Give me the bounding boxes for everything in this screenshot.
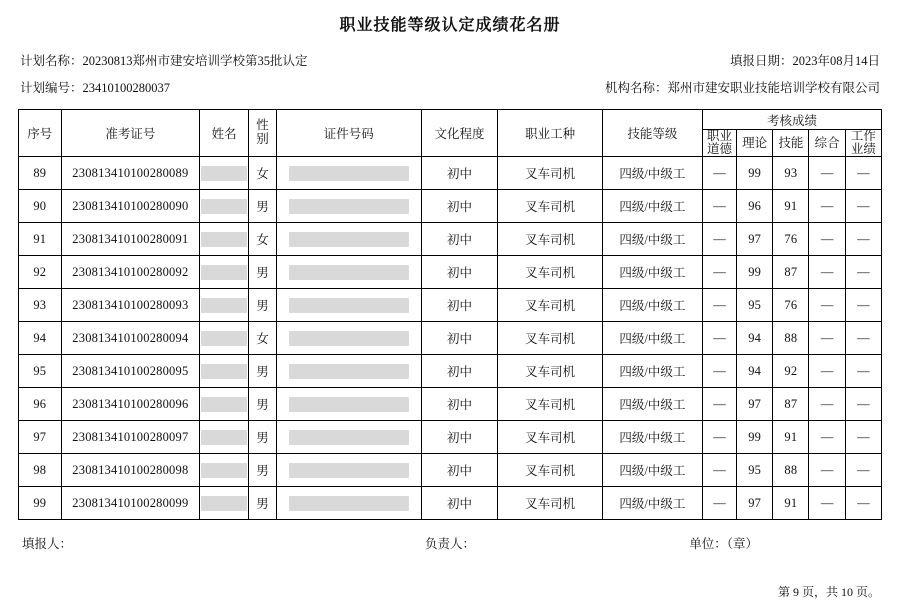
th-scores-group: 考核成绩	[702, 110, 881, 130]
cell-score-performance: —	[845, 421, 881, 454]
th-score-performance: 工作 业绩	[845, 130, 881, 157]
meta-row-second	[18, 78, 882, 96]
cell-skill-level: 四级/中级工	[602, 454, 702, 487]
cell-score-ethics: —	[702, 388, 736, 421]
cell-name-redacted	[200, 157, 249, 190]
cell-score-ethics: —	[702, 256, 736, 289]
reporter-label: 填报人：	[22, 537, 73, 552]
meta-row-first	[18, 51, 882, 69]
redacted-name	[201, 199, 247, 214]
cell-exam-no: 230813410100280099	[61, 487, 200, 520]
report-date-label: 填报日期：	[729, 54, 793, 68]
cell-score-theory: 99	[737, 421, 773, 454]
cell-skill-level: 四级/中级工	[602, 256, 702, 289]
cell-score-skill: 87	[773, 256, 809, 289]
table-header	[19, 110, 882, 157]
cell-score-theory: 95	[737, 454, 773, 487]
cell-exam-no: 230813410100280096	[61, 388, 200, 421]
report-date-value: 2023年08月14日	[792, 54, 880, 68]
plan-code-value: 23410100280037	[82, 81, 171, 95]
cell-name-redacted	[200, 421, 249, 454]
redacted-name	[201, 430, 247, 445]
cell-gender: 男	[249, 355, 277, 388]
cell-id-redacted	[276, 322, 421, 355]
table-row	[19, 388, 882, 421]
cell-occupation: 叉车司机	[498, 355, 602, 388]
cell-score-theory: 97	[737, 388, 773, 421]
signature-row	[18, 534, 882, 552]
cell-gender: 女	[249, 223, 277, 256]
supervisor-label: 负责人：	[424, 537, 475, 552]
cell-seq: 98	[19, 454, 62, 487]
cell-score-comprehensive: —	[809, 454, 845, 487]
cell-score-comprehensive: —	[809, 190, 845, 223]
cell-gender: 男	[249, 256, 277, 289]
table-row	[19, 223, 882, 256]
plan-code-field	[20, 78, 170, 96]
cell-score-comprehensive: —	[809, 355, 845, 388]
cell-education: 初中	[421, 256, 498, 289]
org-name-field	[605, 78, 880, 96]
cell-skill-level: 四级/中级工	[602, 157, 702, 190]
org-name-label: 机构名称：	[604, 81, 668, 95]
cell-exam-no: 230813410100280095	[61, 355, 200, 388]
table-row	[19, 487, 882, 520]
redacted-id-number	[289, 199, 409, 214]
page-title: 职业技能等级认定成绩花名册	[339, 17, 561, 34]
redacted-id-number	[289, 166, 409, 181]
th-gender: 性 别	[249, 110, 277, 157]
cell-score-performance: —	[845, 289, 881, 322]
cell-score-skill: 91	[773, 190, 809, 223]
redacted-name	[201, 331, 247, 346]
cell-occupation: 叉车司机	[498, 157, 602, 190]
th-id-no: 证件号码	[276, 110, 421, 157]
cell-score-ethics: —	[702, 355, 736, 388]
cell-exam-no: 230813410100280094	[61, 322, 200, 355]
cell-score-skill: 91	[773, 487, 809, 520]
cell-id-redacted	[276, 421, 421, 454]
th-exam-no: 准考证号	[61, 110, 200, 157]
cell-exam-no: 230813410100280098	[61, 454, 200, 487]
cell-name-redacted	[200, 388, 249, 421]
th-score-theory: 理论	[737, 130, 773, 157]
table-row	[19, 355, 882, 388]
cell-score-performance: —	[845, 190, 881, 223]
cell-occupation: 叉车司机	[498, 190, 602, 223]
cell-score-ethics: —	[702, 322, 736, 355]
cell-score-theory: 99	[737, 157, 773, 190]
redacted-id-number	[289, 430, 409, 445]
cell-gender: 男	[249, 487, 277, 520]
table-row	[19, 190, 882, 223]
plan-name-label: 计划名称：	[20, 54, 83, 68]
unit-seal-label: 单位：（章）	[689, 537, 758, 552]
cell-occupation: 叉车司机	[498, 322, 602, 355]
cell-name-redacted	[200, 223, 249, 256]
th-score-skill: 技能	[773, 130, 809, 157]
cell-seq: 95	[19, 355, 62, 388]
cell-score-performance: —	[845, 322, 881, 355]
cell-gender: 男	[249, 388, 277, 421]
redacted-name	[201, 397, 247, 412]
redacted-name	[201, 496, 247, 511]
cell-gender: 男	[249, 289, 277, 322]
cell-id-redacted	[276, 223, 421, 256]
cell-exam-no: 230813410100280091	[61, 223, 200, 256]
cell-id-redacted	[276, 355, 421, 388]
cell-score-theory: 94	[737, 355, 773, 388]
cell-score-skill: 88	[773, 454, 809, 487]
th-score-comprehensive: 综合	[809, 130, 845, 157]
cell-id-redacted	[276, 157, 421, 190]
cell-seq: 97	[19, 421, 62, 454]
cell-skill-level: 四级/中级工	[602, 487, 702, 520]
redacted-name	[201, 232, 247, 247]
cell-id-redacted	[276, 190, 421, 223]
cell-gender: 男	[249, 454, 277, 487]
cell-skill-level: 四级/中级工	[602, 355, 702, 388]
cell-score-skill: 88	[773, 322, 809, 355]
cell-score-ethics: —	[702, 157, 736, 190]
cell-score-comprehensive: —	[809, 289, 845, 322]
cell-score-performance: —	[845, 388, 881, 421]
cell-score-performance: —	[845, 355, 881, 388]
cell-exam-no: 230813410100280093	[61, 289, 200, 322]
cell-seq: 89	[19, 157, 62, 190]
cell-exam-no: 230813410100280097	[61, 421, 200, 454]
cell-name-redacted	[200, 190, 249, 223]
cell-name-redacted	[200, 289, 249, 322]
cell-score-performance: —	[845, 256, 881, 289]
cell-score-performance: —	[845, 454, 881, 487]
cell-skill-level: 四级/中级工	[602, 190, 702, 223]
table-row	[19, 322, 882, 355]
cell-education: 初中	[421, 421, 498, 454]
cell-gender: 女	[249, 322, 277, 355]
cell-score-theory: 99	[737, 256, 773, 289]
page-number: 第 9 页，共 10 页。	[777, 585, 880, 599]
cell-education: 初中	[421, 355, 498, 388]
cell-score-skill: 92	[773, 355, 809, 388]
cell-score-comprehensive: —	[809, 223, 845, 256]
cell-score-performance: —	[845, 223, 881, 256]
cell-score-theory: 95	[737, 289, 773, 322]
table-row	[19, 289, 882, 322]
cell-score-ethics: —	[702, 421, 736, 454]
cell-education: 初中	[421, 223, 498, 256]
cell-score-skill: 76	[773, 289, 809, 322]
plan-name-field	[20, 51, 308, 69]
cell-exam-no: 230813410100280090	[61, 190, 200, 223]
redacted-id-number	[289, 397, 409, 412]
cell-score-performance: —	[845, 157, 881, 190]
cell-gender: 男	[249, 190, 277, 223]
cell-exam-no: 230813410100280092	[61, 256, 200, 289]
cell-score-theory: 96	[737, 190, 773, 223]
cell-gender: 女	[249, 157, 277, 190]
cell-occupation: 叉车司机	[498, 454, 602, 487]
cell-occupation: 叉车司机	[498, 223, 602, 256]
th-skill-level: 技能等级	[602, 110, 702, 157]
redacted-id-number	[289, 331, 409, 346]
cell-id-redacted	[276, 388, 421, 421]
cell-score-performance: —	[845, 487, 881, 520]
redacted-name	[201, 463, 247, 478]
table-header-row-1	[19, 110, 882, 130]
redacted-id-number	[289, 265, 409, 280]
cell-seq: 99	[19, 487, 62, 520]
cell-score-ethics: —	[702, 454, 736, 487]
cell-skill-level: 四级/中级工	[602, 421, 702, 454]
cell-score-skill: 87	[773, 388, 809, 421]
cell-name-redacted	[200, 322, 249, 355]
cell-seq: 94	[19, 322, 62, 355]
table-row	[19, 454, 882, 487]
cell-score-comprehensive: —	[809, 421, 845, 454]
cell-score-theory: 97	[737, 487, 773, 520]
th-seq: 序号	[19, 110, 62, 157]
report-date-field	[730, 51, 880, 69]
cell-score-ethics: —	[702, 190, 736, 223]
cell-score-skill: 93	[773, 157, 809, 190]
roster-table	[18, 109, 882, 520]
th-score-ethics: 职业 道德	[702, 130, 736, 157]
table-row	[19, 421, 882, 454]
cell-seq: 96	[19, 388, 62, 421]
cell-score-ethics: —	[702, 223, 736, 256]
cell-exam-no: 230813410100280089	[61, 157, 200, 190]
cell-occupation: 叉车司机	[498, 256, 602, 289]
cell-skill-level: 四级/中级工	[602, 388, 702, 421]
cell-name-redacted	[200, 487, 249, 520]
th-education: 文化程度	[421, 110, 498, 157]
cell-skill-level: 四级/中级工	[602, 289, 702, 322]
cell-score-comprehensive: —	[809, 256, 845, 289]
cell-education: 初中	[421, 487, 498, 520]
cell-score-ethics: —	[702, 487, 736, 520]
cell-seq: 91	[19, 223, 62, 256]
table-body	[19, 157, 882, 520]
cell-score-skill: 76	[773, 223, 809, 256]
cell-skill-level: 四级/中级工	[602, 322, 702, 355]
cell-id-redacted	[276, 256, 421, 289]
plan-name-value: 20230813郑州市建安培训学校第35批认定	[82, 54, 308, 68]
cell-score-ethics: —	[702, 289, 736, 322]
table-row	[19, 256, 882, 289]
cell-score-comprehensive: —	[809, 487, 845, 520]
cell-score-comprehensive: —	[809, 322, 845, 355]
cell-skill-level: 四级/中级工	[602, 223, 702, 256]
redacted-name	[201, 265, 247, 280]
cell-name-redacted	[200, 256, 249, 289]
cell-id-redacted	[276, 454, 421, 487]
cell-occupation: 叉车司机	[498, 388, 602, 421]
cell-name-redacted	[200, 355, 249, 388]
table-row	[19, 157, 882, 190]
redacted-id-number	[289, 463, 409, 478]
cell-id-redacted	[276, 289, 421, 322]
th-occupation: 职业工种	[498, 110, 602, 157]
cell-seq: 93	[19, 289, 62, 322]
cell-education: 初中	[421, 454, 498, 487]
cell-occupation: 叉车司机	[498, 289, 602, 322]
cell-score-comprehensive: —	[809, 388, 845, 421]
cell-occupation: 叉车司机	[498, 487, 602, 520]
cell-seq: 92	[19, 256, 62, 289]
cell-gender: 男	[249, 421, 277, 454]
redacted-name	[201, 298, 247, 313]
cell-education: 初中	[421, 289, 498, 322]
cell-score-skill: 91	[773, 421, 809, 454]
cell-education: 初中	[421, 322, 498, 355]
th-name: 姓名	[200, 110, 249, 157]
cell-score-comprehensive: —	[809, 157, 845, 190]
cell-score-theory: 97	[737, 223, 773, 256]
redacted-id-number	[289, 232, 409, 247]
cell-seq: 90	[19, 190, 62, 223]
cell-education: 初中	[421, 190, 498, 223]
redacted-id-number	[289, 364, 409, 379]
cell-education: 初中	[421, 157, 498, 190]
org-name-value: 郑州市建安职业技能培训学校有限公司	[667, 81, 880, 95]
cell-score-theory: 94	[737, 322, 773, 355]
redacted-name	[201, 364, 247, 379]
redacted-name	[201, 166, 247, 181]
plan-code-label: 计划编号：	[20, 81, 83, 95]
redacted-id-number	[289, 298, 409, 313]
cell-name-redacted	[200, 454, 249, 487]
redacted-id-number	[289, 496, 409, 511]
cell-occupation: 叉车司机	[498, 421, 602, 454]
cell-id-redacted	[276, 487, 421, 520]
cell-education: 初中	[421, 388, 498, 421]
